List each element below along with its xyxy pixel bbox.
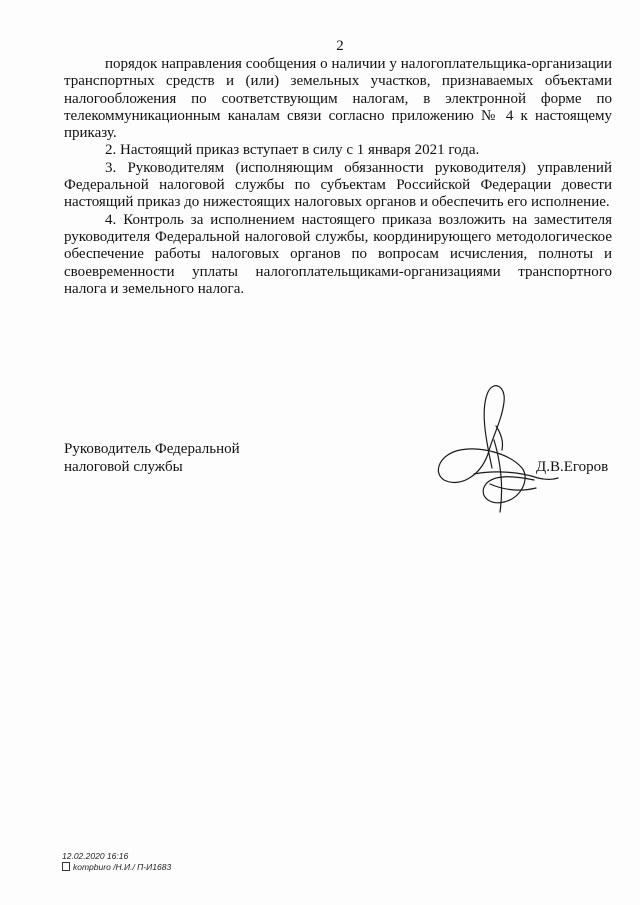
document-icon [62,862,70,871]
signer-title-line-1: Руководитель Федеральной [64,441,240,457]
signer-title [64,441,240,476]
document-footer [62,851,171,872]
paragraph-item-3: 3. Руководителям (исполняющим обязанности руководителя) управлений Федеральной налоговой службы по субъектам Российской Федерации довести настоящий приказ до нижестоящих налоговых органов и обеспечить его исполнение. [64,159,612,211]
handwritten-signature-icon [430,380,560,520]
footer-date: 12.02.2020 16:16 [62,851,129,861]
paragraph-item-2: 2. Настоящий приказ вступает в силу с 1 января 2021 года. [105,142,480,159]
footer-author-ref: kompburo /Н.И./ П-И1683 [73,861,172,872]
body-text [64,56,612,298]
signer-name: Д.В.Егоров [536,459,609,475]
signer-title-line-2: налоговой службы [64,458,183,475]
paragraph-continuation: порядок направления сообщения о наличии у налогоплательщика-организации транспортных средств и (или) земельных участков, признаваемых объектами налогообложения по соответствующим налогам, в электронной форме по телекоммуникационным каналам связи согласно приложению № 4 к настоящему приказу. [64,56,612,142]
footer-author-line [62,862,171,873]
paragraph-item-4: 4. Контроль за исполнением настоящего приказа возложить на заместителя руководителя Федеральной налоговой службы, координирующего методологическое обеспечение работы налоговых органов по вопросам исчисления, полноты и своевременности уплаты налогоплательщиками-организациями транспортного налога и земельного налога. [64,211,612,297]
page-number: 2 [336,38,344,54]
